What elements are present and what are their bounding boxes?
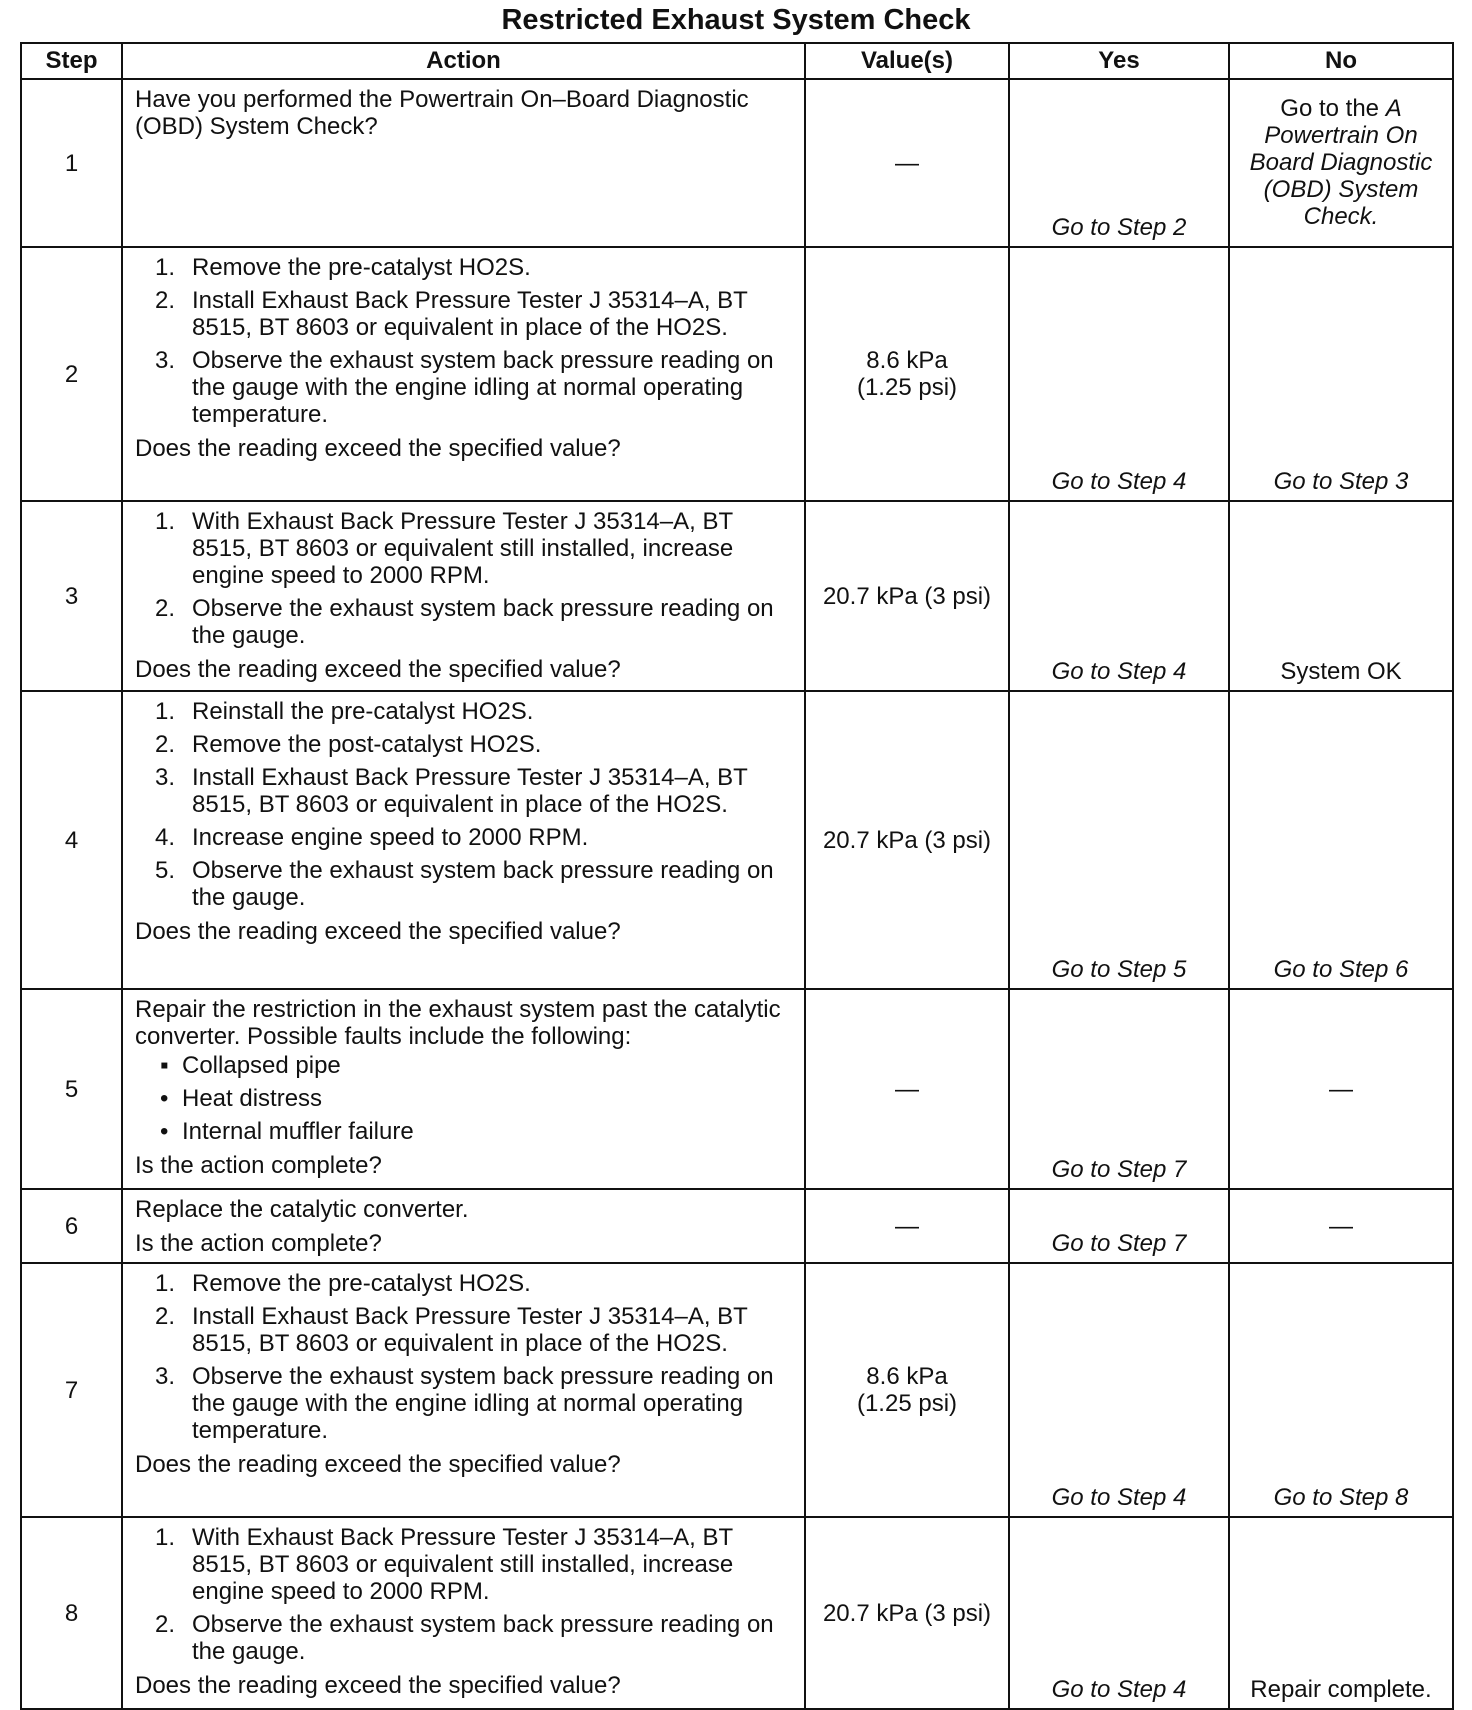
- value-text-secondary: (1.25 psi): [856, 374, 958, 401]
- col-header-values: Value(s): [805, 43, 1009, 79]
- action-question: Does the reading exceed the specified value?: [135, 656, 621, 683]
- action-cell: [122, 501, 805, 691]
- action-cell: [122, 691, 805, 989]
- action-question: Does the reading exceed the specified value?: [135, 1672, 621, 1699]
- action-question: Does the reading exceed the specified value?: [135, 435, 621, 462]
- step-number: 7: [21, 1263, 122, 1517]
- list-item: 3. Observe the exhaust system back pressure reading on the gauge with the engine idling at normal operating temperature.: [155, 1363, 774, 1444]
- value-text: 20.7 kPa (3 psi): [822, 1599, 992, 1627]
- yes-cell: Go to Step 4: [1009, 501, 1229, 691]
- table-row: [21, 691, 1453, 989]
- value-text: 8.6 kPa: [866, 347, 948, 374]
- value-text: —: [895, 1075, 919, 1103]
- action-cell: [122, 1517, 805, 1709]
- col-header-step: Step: [21, 43, 122, 79]
- yes-cell: Go to Step 7: [1009, 989, 1229, 1189]
- list-item: 2. Install Exhaust Back Pressure Tester J 35314–A, BT 8515, BT 8603 or equivalent in place of the HO2S.: [155, 1303, 748, 1357]
- value-cell: [805, 247, 1009, 501]
- list-item: 1. With Exhaust Back Pressure Tester J 35314–A, BT 8515, BT 8603 or equivalent still installed, increase engine speed to 2000 RPM.: [155, 1524, 734, 1605]
- step-number: 4: [21, 691, 122, 989]
- table-row: [21, 989, 1453, 1189]
- no-cell: [1229, 79, 1453, 247]
- action-question: Does the reading exceed the specified value?: [135, 1451, 621, 1478]
- action-intro: Replace the catalytic converter.: [135, 1196, 469, 1223]
- list-item: 1. With Exhaust Back Pressure Tester J 35314–A, BT 8515, BT 8603 or equivalent still installed, increase engine speed to 2000 RPM.: [155, 508, 734, 589]
- list-item: 2. Observe the exhaust system back pressure reading on the gauge.: [155, 1611, 774, 1665]
- no-cell: Go to Step 8: [1229, 1263, 1453, 1517]
- value-text: 20.7 kPa (3 psi): [822, 582, 992, 610]
- table-row: [21, 1517, 1453, 1709]
- list-item: 1. Remove the pre-catalyst HO2S.: [155, 254, 531, 281]
- value-cell: [805, 1517, 1009, 1709]
- action-question: Is the action complete?: [135, 1230, 382, 1257]
- yes-cell: Go to Step 5: [1009, 691, 1229, 989]
- no-cell: System OK: [1229, 501, 1453, 691]
- action-steps: [135, 1270, 796, 1444]
- value-text-secondary: (1.25 psi): [856, 1390, 958, 1417]
- value-cell: [805, 691, 1009, 989]
- action-steps: [135, 508, 796, 649]
- value-text: 8.6 kPa: [866, 1363, 948, 1390]
- no-cell: Go to Step 3: [1229, 247, 1453, 501]
- no-cell: —: [1229, 989, 1453, 1189]
- step-number: 8: [21, 1517, 122, 1709]
- list-item: • Heat distress: [160, 1085, 323, 1112]
- action-text: Have you performed the Powertrain On–Board Diagnostic (OBD) System Check?: [135, 86, 749, 140]
- list-item: 5. Observe the exhaust system back pressure reading on the gauge.: [155, 857, 774, 911]
- list-item: 2. Observe the exhaust system back pressure reading on the gauge.: [155, 595, 774, 649]
- value-cell: [805, 1189, 1009, 1263]
- list-item: 3. Install Exhaust Back Pressure Tester J 35314–A, BT 8515, BT 8603 or equivalent in place of the HO2S.: [155, 764, 748, 818]
- no-cell: Go to Step 6: [1229, 691, 1453, 989]
- no-text-prefix: Go to the: [1280, 94, 1380, 122]
- fault-list: [135, 1052, 796, 1145]
- list-item: 4. Increase engine speed to 2000 RPM.: [155, 824, 589, 851]
- step-number: 3: [21, 501, 122, 691]
- value-cell: [805, 1263, 1009, 1517]
- table-row: [21, 1263, 1453, 1517]
- diagnostic-table: [20, 42, 1454, 1710]
- action-cell: [122, 247, 805, 501]
- no-text-reference: A Powertrain On Board Diagnostic (OBD) System Check.: [1249, 94, 1433, 230]
- col-header-action: Action: [122, 43, 805, 79]
- col-header-no: No: [1229, 43, 1453, 79]
- action-cell: [122, 1189, 805, 1263]
- yes-cell: Go to Step 7: [1009, 1189, 1229, 1263]
- yes-cell: Go to Step 4: [1009, 1517, 1229, 1709]
- no-cell: Repair complete.: [1229, 1517, 1453, 1709]
- action-steps: [135, 254, 796, 428]
- page-title: Restricted Exhaust System Check: [501, 4, 971, 36]
- step-number: 2: [21, 247, 122, 501]
- action-cell: [122, 1263, 805, 1517]
- col-header-yes: Yes: [1009, 43, 1229, 79]
- list-item: 3. Observe the exhaust system back pressure reading on the gauge with the engine idling at normal operating temperature.: [155, 347, 774, 428]
- yes-cell: Go to Step 4: [1009, 247, 1229, 501]
- action-steps: [135, 1524, 796, 1665]
- value-cell: [805, 501, 1009, 691]
- yes-cell: Go to Step 2: [1009, 79, 1229, 247]
- step-number: 1: [21, 79, 122, 247]
- no-cell: —: [1229, 1189, 1453, 1263]
- list-item: 1. Reinstall the pre-catalyst HO2S.: [155, 698, 534, 725]
- header-row: [21, 43, 1453, 79]
- table-row: [21, 247, 1453, 501]
- value-text: —: [895, 1212, 919, 1240]
- action-intro: Repair the restriction in the exhaust system past the catalytic converter. Possible faults include the following:: [135, 996, 781, 1050]
- list-item: 1. Remove the pre-catalyst HO2S.: [155, 1270, 531, 1297]
- list-item: • Internal muffler failure: [160, 1118, 414, 1145]
- table-row: [21, 79, 1453, 247]
- action-cell: [122, 79, 805, 247]
- yes-cell: Go to Step 4: [1009, 1263, 1229, 1517]
- action-question: Does the reading exceed the specified value?: [135, 918, 621, 945]
- list-item: 2. Install Exhaust Back Pressure Tester J 35314–A, BT 8515, BT 8603 or equivalent in place of the HO2S.: [155, 287, 748, 341]
- action-steps: [135, 698, 796, 911]
- action-question: Is the action complete?: [135, 1152, 382, 1179]
- step-number: 5: [21, 989, 122, 1189]
- table-row: [21, 1189, 1453, 1263]
- list-item: 2. Remove the post-catalyst HO2S.: [155, 731, 542, 758]
- step-number: 6: [21, 1189, 122, 1263]
- value-cell: [805, 79, 1009, 247]
- value-text: —: [895, 149, 919, 177]
- action-cell: [122, 989, 805, 1189]
- table-row: [21, 501, 1453, 691]
- value-text: 20.7 kPa (3 psi): [822, 826, 992, 854]
- value-cell: [805, 989, 1009, 1189]
- list-item: ▪ Collapsed pipe: [160, 1052, 341, 1079]
